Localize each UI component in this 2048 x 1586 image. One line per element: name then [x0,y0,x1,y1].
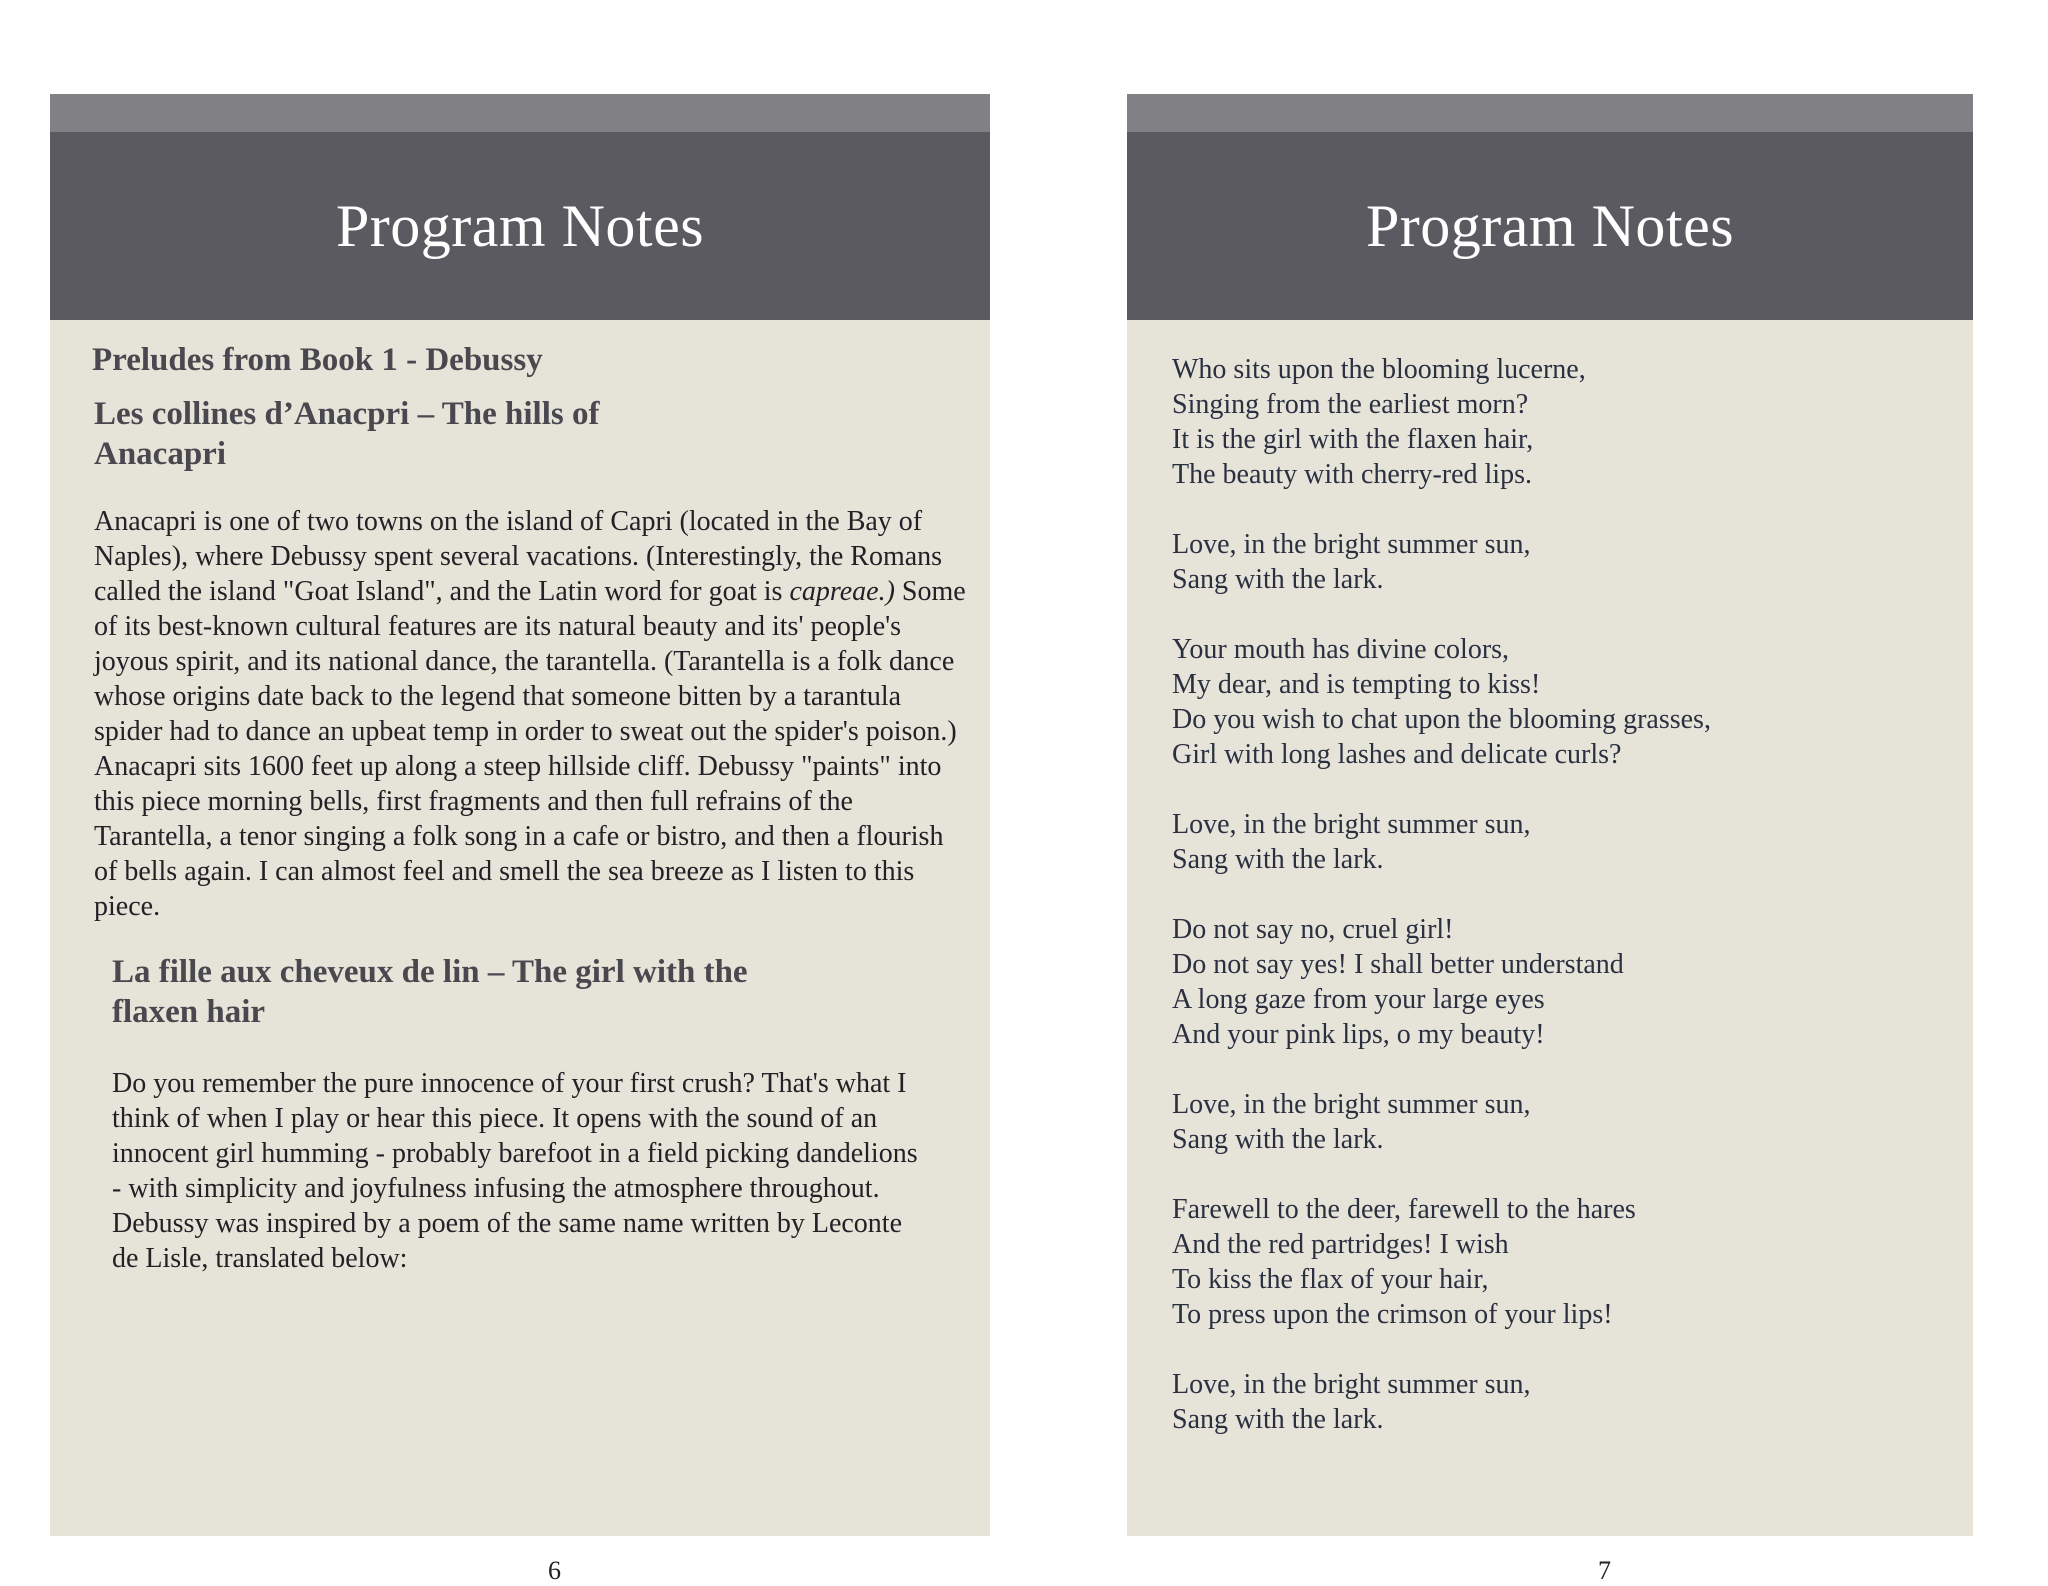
section1-body [94,504,972,924]
section2-body: Do you remember the pure innocence of your first crush? That's what I think of when I play or hear this piece. It opens with the sound of an innocent girl humming - probably barefoot in a field picking dandelions - with simplicity and joyfulness infusing the atmosphere throughout. Debussy was inspired by a poem of the same name written by Leconte de Lisle, translated below: [112,1068,918,1274]
poem-stanza: Your mouth has divine colors, My dear, and is tempting to kiss! Do you wish to chat upon the blooming grasses, Girl with long lashes and delicate curls? [1172,634,1711,770]
right-page [1127,94,1973,1536]
preludes-heading: Preludes from Book 1 - Debussy [92,342,543,378]
left-banner-title: Program Notes [335,192,705,259]
right-top-stripe [1127,94,1973,132]
left-top-stripe [50,94,990,132]
page-number-left: 6 [548,1556,561,1585]
left-page [50,94,990,1536]
poem-stanza: Love, in the bright summer sun, Sang with the lark. [1172,809,1531,875]
poem-stanza: Farewell to the deer, farewell to the hares And the red partridges! I wish To kiss the flax of your hair, To press upon the crimson of your lips! [1172,1194,1636,1330]
section2-title: La fille aux cheveux de lin – The girl with the flaxen hair [112,954,748,1030]
poem-stanza: Love, in the bright summer sun, Sang with the lark. [1172,1089,1531,1155]
poem-stanza: Who sits upon the blooming lucerne, Singing from the earliest morn? It is the girl with the flaxen hair, The beauty with cherry-red lips. [1172,354,1586,490]
poem-stanza: Love, in the bright summer sun, Sang with the lark. [1172,1369,1531,1435]
right-banner-title: Program Notes [1365,192,1735,259]
page-number-right: 7 [1598,1556,1611,1585]
poem-stanza: Do not say no, cruel girl! Do not say yes! I shall better understand A long gaze from your large eyes And your pink lips, o my beauty! [1172,914,1624,1050]
poem [1172,352,1952,1472]
section1-body-italic: capreae.) [789,576,895,607]
left-banner [50,132,990,320]
section1-body-text-a: Anacapri is one of two towns on the island of Capri (located in the Bay of Naples), where Debussy spent several vacations. (Interestingly, the Romans called the island "Goat Island", and the Latin word for goat is [94,506,943,607]
poem-stanza: Love, in the bright summer sun, Sang with the lark. [1172,529,1531,595]
right-banner [1127,132,1973,320]
section1-body-text-b: Some of its best-known cultural features are its natural beauty and its' people's joyous spirit, and its national dance, the tarantella. (Tarantella is a folk dance whose origins date back to the legend that someone bitten by a tarantula spider had to dance an upbeat temp in order to sweat out the spider's poison.) Anacapri sits 1600 feet up along a steep hillside cliff. Debussy "paints" into this piece morning bells, first fragments and then full refrains of the Tarantella, a tenor singing a folk song in a cafe or bistro, and then a flourish of bells again. I can almost feel and smell the sea breeze as I listen to this piece. [94,576,966,922]
section1-title: Les collines d’Anacpri – The hills of Anacapri [94,396,600,472]
left-content [92,340,972,1276]
